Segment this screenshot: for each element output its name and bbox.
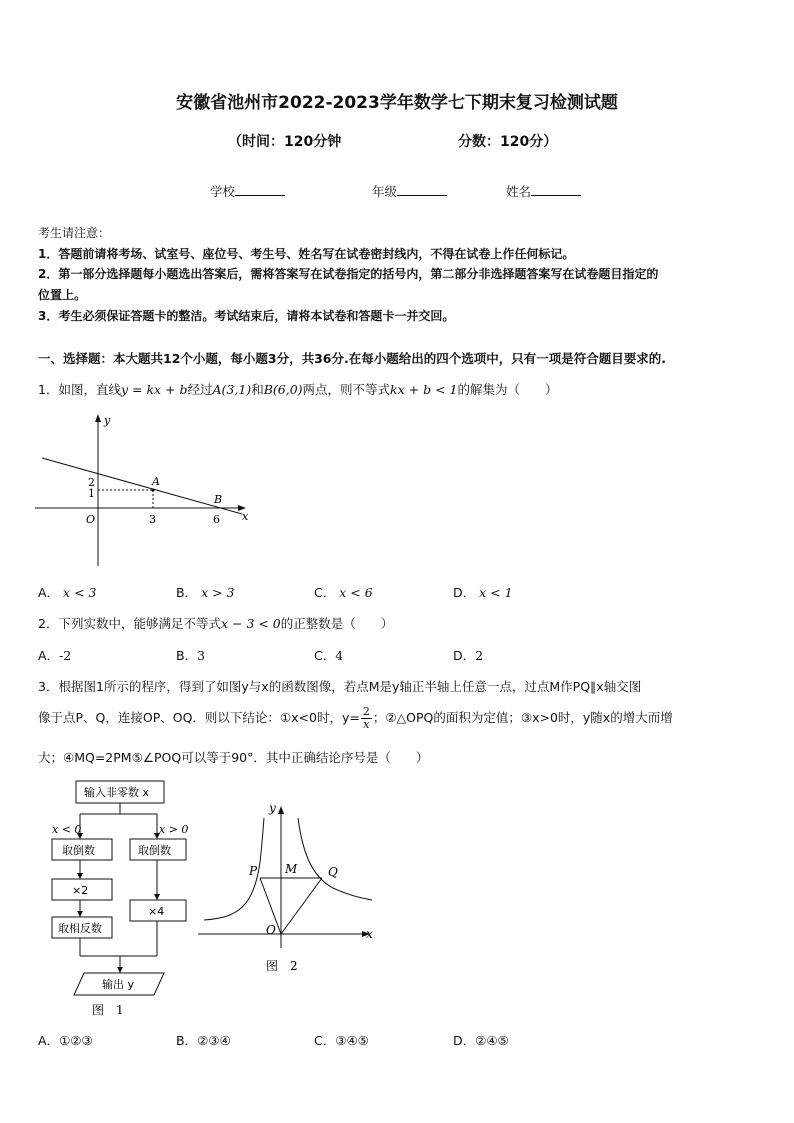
q2-option-d[interactable]: D．2: [453, 648, 484, 663]
q1-graph: [30, 408, 260, 573]
figure-1-caption: 图 1: [92, 1003, 124, 1017]
label-b: B: [214, 493, 223, 506]
q1-text: 的解集为（ ）: [457, 382, 558, 397]
q2-text: 下列实数中，能够满足不等式: [58, 616, 221, 631]
notes-heading: 考生请注意：: [38, 226, 111, 240]
question-3-line-1: [38, 677, 641, 695]
grade-field: [372, 182, 447, 200]
y-axis-arrow-icon: [95, 414, 101, 422]
question-3-line-3: 大；④MQ=2PM⑤∠POQ可以等于90°．其中正确结论序号是（ ）: [38, 750, 429, 765]
name-field: [506, 182, 581, 200]
grade-label: 年级: [372, 184, 398, 199]
flow-input-text: 输入非零数 x: [84, 786, 150, 799]
school-label: 学校: [210, 184, 236, 199]
q3-fraction-numerator: 2: [362, 705, 370, 718]
q2-option-a[interactable]: A．-2: [38, 648, 72, 663]
q3-text: 根据图1所示的程序，得到了如图y与x的函数图像，若点M是y轴正半轴上任意一点，过点M作PQ∥x轴交图: [58, 679, 642, 694]
flow-cond-right: x > 0: [159, 823, 189, 836]
q2-text: 的正整数是（ ）: [280, 616, 394, 631]
q1-option-b[interactable]: B． x > 3: [176, 585, 235, 600]
flow-times2-text: ×2: [72, 884, 89, 897]
q1-point-a: A(3,1): [212, 382, 252, 397]
label-a: A: [152, 475, 160, 488]
tick-x-6: 6: [213, 513, 220, 526]
note-2-cont: 位置上。: [38, 288, 87, 302]
flow-cond-left: x < 0: [52, 823, 82, 836]
flow-output-text: 输出 y: [102, 978, 135, 991]
figure-2-caption: 图 2: [266, 959, 298, 973]
curve-right-branch: [298, 818, 372, 900]
q3-text: ；②△OPQ的面积为定值；③x>0时，y随x的增大而增: [372, 710, 673, 725]
q1-text: 经过: [187, 382, 213, 397]
q1-text: 如图，直线: [58, 382, 121, 397]
section-heading: 一、选择题：本大题共12个小题，每小题3分，共36分.在每小题给出的四个选项中，只有一项是符合题目要求的.: [38, 351, 666, 366]
school-blank: [235, 183, 285, 196]
score-label: 分数：120分）: [458, 134, 558, 150]
label-m: M: [285, 862, 298, 876]
q2-option-c[interactable]: C．4: [314, 648, 344, 663]
q1-line-equation: y = kx + b: [120, 382, 188, 397]
q2-inequality: x − 3 < 0: [220, 616, 281, 631]
q3-flowchart: [40, 776, 210, 1021]
q3-option-b[interactable]: B．②③④: [176, 1033, 231, 1048]
q3-number: 3．: [38, 679, 59, 694]
flow-negate-text: 取相反数: [58, 922, 102, 935]
origin-label: O: [266, 923, 276, 937]
name-label: 姓名: [506, 184, 532, 199]
q1-point-b: B(6,0): [263, 382, 303, 397]
flow-recip-left-text: 取倒数: [62, 844, 95, 857]
axis-label-x: x: [366, 927, 373, 941]
q3-graph: [198, 800, 378, 980]
q3-option-d[interactable]: D．②④⑤: [453, 1033, 509, 1048]
question-3-line-2: [38, 706, 673, 731]
line-ykxb: [42, 458, 242, 514]
q1-text: 两点，则不等式: [302, 382, 391, 397]
note-1: 1．答题前请将考场、试室号、座位号、考生号、姓名写在试卷密封线内，不得在试卷上作任何标记。: [38, 247, 575, 261]
origin-label: O: [86, 513, 96, 526]
q2-number: 2．: [38, 616, 59, 631]
q3-option-c[interactable]: C．③④⑤: [314, 1033, 369, 1048]
question-2-stem: [38, 614, 393, 632]
point-a-dot: [151, 488, 154, 491]
time-label: （时间：120分钟: [228, 134, 342, 150]
q3-text: 像于点P、Q，连接OP、OQ．则以下结论：①x<0时，y=: [38, 710, 360, 725]
axis-label-y: y: [269, 801, 276, 815]
q1-inequality: kx + b < 1: [390, 382, 458, 397]
tick-y-2: 2: [88, 476, 95, 489]
q3-fraction: [361, 706, 372, 731]
q1-option-d[interactable]: D． x < 1: [453, 585, 513, 600]
q3-option-a[interactable]: A．①②③: [38, 1033, 93, 1048]
q2-option-b[interactable]: B．3: [176, 648, 206, 663]
note-3: 3．考生必须保证答题卡的整洁。考试结束后，请将本试卷和答题卡一并交回。: [38, 309, 455, 323]
q1-number: 1．: [38, 382, 59, 397]
question-1-stem: [38, 380, 557, 398]
page-title: 安徽省池州市2022-2023学年数学七下期末复习检测试题: [176, 93, 618, 113]
segment-oq: [281, 878, 322, 934]
note-2: 2．第一部分选择题每小题选出答案后，需将答案写在试卷指定的括号内，第二部分非选择题答案写在试卷题目指定的: [38, 267, 659, 281]
axis-label-y: y: [104, 414, 111, 427]
q1-text: 和: [251, 382, 264, 397]
tick-y-1: 1: [88, 487, 95, 500]
q1-option-a[interactable]: A． x < 3: [38, 585, 97, 600]
q1-option-c[interactable]: C． x < 6: [314, 585, 373, 600]
name-blank: [531, 183, 581, 196]
label-p: P: [249, 864, 258, 878]
axis-label-x: x: [242, 510, 249, 523]
flow-times4-text: ×4: [148, 905, 165, 918]
y-axis-arrow-icon: [278, 806, 284, 814]
tick-x-3: 3: [149, 513, 156, 526]
q3-fraction-denominator: x: [363, 718, 370, 731]
label-q: Q: [328, 865, 338, 879]
flow-recip-right-text: 取倒数: [138, 844, 171, 857]
grade-blank: [397, 183, 447, 196]
school-field: [210, 182, 285, 200]
